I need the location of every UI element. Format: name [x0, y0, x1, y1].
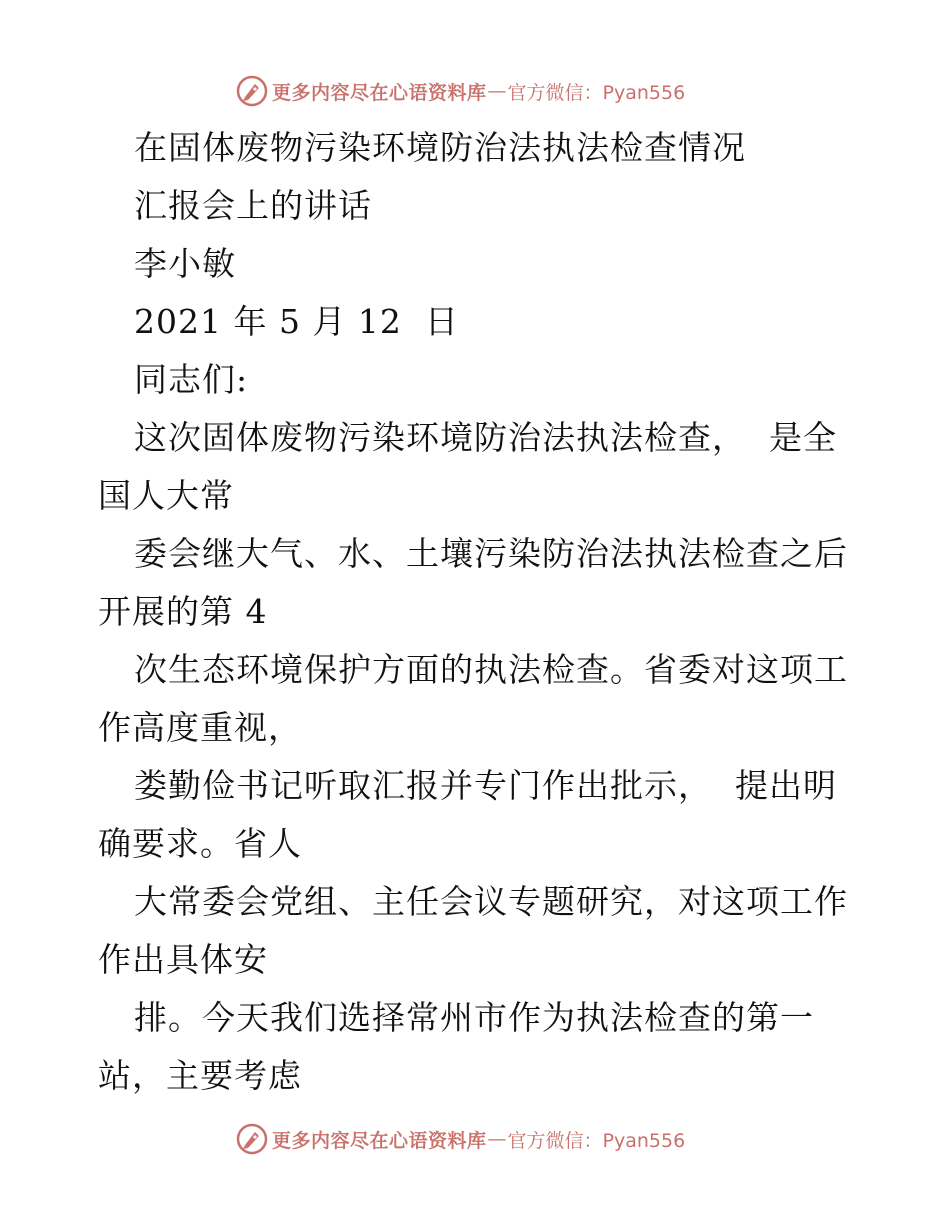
document-date: 2021 年 5 月 12 日 [134, 302, 459, 341]
body-line: 委会继大气、水、土壤污染防治法执法检查之后 [134, 534, 848, 573]
header-watermark [236, 74, 685, 108]
watermark-text: 更多内容尽在心语资料库 [272, 1129, 487, 1152]
body-line: 国人大常 [98, 476, 234, 515]
body-line: 大常委会党组、主任会议专题研究，对这项工作 [134, 882, 848, 921]
body-line: 作出具体安 [98, 940, 268, 979]
body-line: 娄勤俭书记听取汇报并专门作出批示， 提出明 [134, 766, 837, 805]
watermark-wechat: 官方微信：Pyan556 [507, 81, 686, 104]
body-line: 站，主要考虑 [98, 1056, 302, 1095]
body-line: 次生态环境保护方面的执法检查。省委对这项工 [134, 650, 848, 689]
watermark-wechat: 官方微信：Pyan556 [507, 1129, 686, 1152]
body-line: 确要求。省人 [98, 824, 302, 863]
author-name: 李小敏 [134, 244, 236, 283]
pen-nib-logo-icon [236, 75, 268, 107]
pen-nib-logo-icon [236, 1123, 268, 1155]
watermark-separator: — [487, 1128, 507, 1150]
footer-watermark [236, 1122, 685, 1156]
document-title-line-2: 汇报会上的讲话 [134, 186, 372, 225]
watermark-separator: — [487, 80, 507, 102]
document-title-line-1: 在固体废物污染环境防治法执法检查情况 [134, 128, 746, 167]
body-line: 排。今天我们选择常州市作为执法检查的第一 [134, 998, 814, 1037]
document-body [98, 119, 858, 1105]
watermark-text: 更多内容尽在心语资料库 [272, 81, 487, 104]
salutation: 同志们: [134, 360, 249, 399]
body-line: 开展的第 4 [98, 592, 268, 631]
body-line: 这次固体废物污染环境防治法执法检查， 是全 [134, 418, 837, 457]
body-line: 作高度重视， [98, 708, 302, 747]
